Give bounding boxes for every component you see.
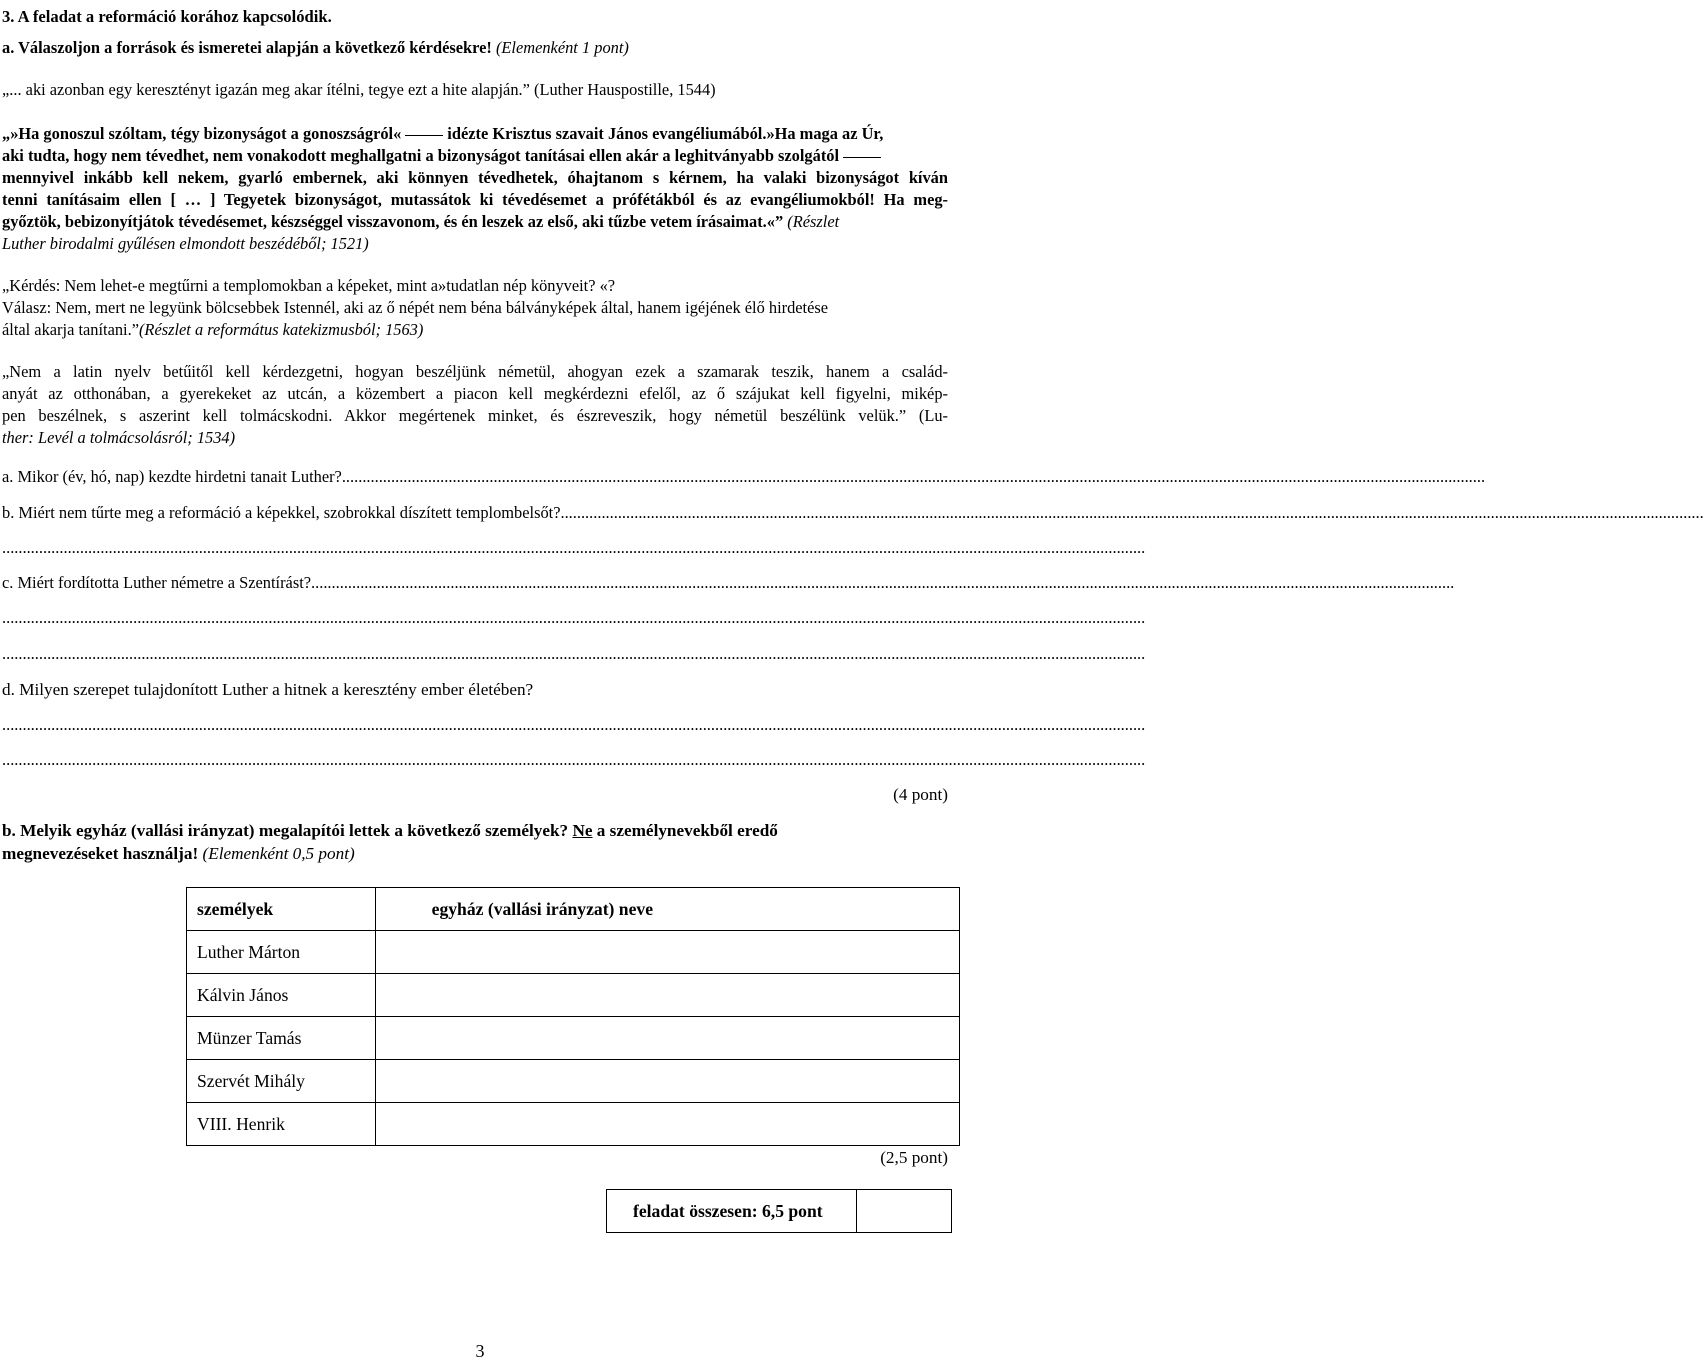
table-row bbox=[187, 931, 960, 974]
question-a-text: a. Mikor (év, hó, nap) kezdte hirdetni tanait Luther? bbox=[2, 467, 342, 486]
persons-table bbox=[186, 887, 960, 1146]
table-row bbox=[187, 1103, 960, 1146]
em-dash bbox=[405, 135, 443, 136]
task-b-points-note: (Elemenként 0,5 pont) bbox=[202, 844, 355, 863]
table-row bbox=[187, 1060, 960, 1103]
source-1 bbox=[2, 79, 948, 101]
task-a-points-note: (Elemenként 1 pont) bbox=[495, 38, 629, 57]
source-1-citation: (Luther Hauspostille, 1544) bbox=[534, 80, 716, 99]
source-2-citation-start: (Részlet bbox=[787, 212, 840, 231]
answer-line[interactable]: ....................................................................................................................................................................................................................................................................................... bbox=[2, 608, 1146, 627]
page-number: 3 bbox=[475, 1341, 485, 1361]
header-persons: személyek bbox=[187, 888, 376, 931]
total-score-box bbox=[606, 1189, 952, 1233]
church-answer-cell[interactable] bbox=[375, 1103, 959, 1146]
church-answer-cell[interactable] bbox=[375, 1017, 959, 1060]
table-header-row bbox=[187, 888, 960, 931]
table-row bbox=[187, 1017, 960, 1060]
total-score-label: feladat összesen: 6,5 pont bbox=[607, 1190, 857, 1232]
points-b: (2,5 pont) bbox=[880, 1148, 948, 1167]
task-b-negation: Ne bbox=[572, 821, 593, 840]
question-c bbox=[2, 572, 1455, 594]
task-b-line-1 bbox=[2, 820, 948, 842]
question-c-text: c. Miért fordította Luther németre a Szentírást? bbox=[2, 573, 312, 592]
table-row bbox=[187, 974, 960, 1017]
church-answer-cell[interactable] bbox=[375, 1060, 959, 1103]
question-d: d. Milyen szerepet tulajdonított Luther a hitnek a keresztény ember életében? bbox=[2, 680, 534, 699]
source-4-citation: ther: Levél a tolmácsolásról; 1534) bbox=[2, 428, 236, 447]
answer-line[interactable]: ....................................................................................................................................................................................................................................................................................... bbox=[311, 573, 1455, 592]
header-church: egyház (vallási irányzat) neve bbox=[375, 888, 959, 931]
question-b-text: b. Miért nem tűrte meg a reformáció a képekkel, szobrokkal díszített templombelsőt? bbox=[2, 503, 561, 522]
church-answer-cell[interactable] bbox=[375, 931, 959, 974]
task-b-question: b. Melyik egyház (vallási irányzat) megalapítói lettek a következő személyek? bbox=[2, 821, 569, 840]
source-3-answer-end: által akarja tanítani.” bbox=[2, 320, 139, 339]
source-3-question: „Kérdés: Nem lehet-e megtűrni a templomokban a képeket, mint a»tudatlan nép könyveit? «? bbox=[2, 276, 616, 295]
task-b-line-2 bbox=[2, 843, 948, 865]
answer-line[interactable]: ....................................................................................................................................................................................................................................................................................... bbox=[2, 715, 1146, 734]
source-3-answer-line-1: Válasz: Nem, mert ne legyünk bölcsebbek Istennél, aki az ő népét nem béna bálványképek által, hanem igéjének élő hirdetése bbox=[2, 298, 829, 317]
person-name: VIII. Henrik bbox=[187, 1103, 376, 1146]
total-score-field[interactable] bbox=[857, 1190, 951, 1232]
source-4-line-2: anyát az otthonában, a gyerekeket az utcán, a közembert a piacon kell megkérdezni efelől, az ő szájukat kell figyelni, mikép- bbox=[2, 384, 948, 403]
question-b bbox=[2, 502, 1704, 524]
source-3-citation: (Részlet a református katekizmusból; 1563) bbox=[138, 320, 424, 339]
source-1-quote: „... aki azonban egy keresztényt igazán meg akar ítélni, tegye ezt a hite alapján.” bbox=[2, 80, 530, 99]
question-a bbox=[2, 466, 1486, 488]
source-2-text: aki tudta, hogy nem tévedhet, nem vonakodott meghallgatni a bizonyságot tanításai ellen akár a leghitványabb szolgától bbox=[2, 146, 840, 165]
source-2-quote-cont: idézte Krisztus szavait János evangéliumából.»Ha maga az Úr, bbox=[447, 124, 884, 143]
answer-line[interactable]: ....................................................................................................................................................................................................................................................................................... bbox=[2, 644, 1146, 663]
source-2-line-1 bbox=[2, 123, 948, 145]
task-b-instruction-end: megnevezéseket használja! bbox=[2, 844, 199, 863]
source-4-line-3: pen beszélnek, s aszerint kell tolmácskodni. Akkor megértenek minket, és észreveszik, hogy németül beszélünk velük.” (Lu- bbox=[2, 406, 948, 425]
source-3-answer-line-2 bbox=[2, 319, 948, 341]
answer-line[interactable]: ....................................................................................................................................................................................................................................................................................... bbox=[2, 538, 1146, 557]
task-a-label: a. Válaszoljon a források és ismeretei alapján a következő kérdésekre! bbox=[2, 38, 492, 57]
source-2-line-3: mennyivel inkább kell nekem, gyarló embernek, aki könnyen tévedhetek, óhajtanom s kérnem, ha valaki bizonyságot kíván bbox=[2, 168, 948, 187]
points-a: (4 pont) bbox=[893, 785, 948, 804]
task-b-instruction: a személynevekből eredő bbox=[596, 821, 778, 840]
answer-line[interactable]: ....................................................................................................................................................................................................................................................................................... bbox=[560, 503, 1704, 522]
source-2-line-4: tenni tanításaim ellen [ … ] Tegyetek bizonyságot, mutassátok ki tévedésemet a prófétákból és az evangéliumokból! Ha meg- bbox=[2, 190, 948, 209]
source-2-line-2 bbox=[2, 145, 948, 167]
em-dash bbox=[843, 157, 881, 158]
church-answer-cell[interactable] bbox=[375, 974, 959, 1017]
source-2-line-5 bbox=[2, 211, 948, 233]
person-name: Luther Márton bbox=[187, 931, 376, 974]
source-2-citation: Luther birodalmi gyűlésen elmondott beszédéből; 1521) bbox=[2, 234, 369, 253]
task-heading: 3. A feladat a reformáció korához kapcsolódik. bbox=[2, 7, 332, 26]
source-2-quote-end: győztök, bebizonyítjátok tévedésemet, készséggel visszavonom, és én leszek az első, aki tűzbe vetem írásaimat.«” bbox=[2, 212, 784, 231]
person-name: Münzer Tamás bbox=[187, 1017, 376, 1060]
person-name: Szervét Mihály bbox=[187, 1060, 376, 1103]
task-a-instruction bbox=[2, 37, 948, 59]
source-2-quote-start: „»Ha gonoszul szóltam, tégy bizonyságot a gonoszságról« bbox=[2, 124, 402, 143]
source-4-line-1: „Nem a latin nyelv betűitől kell kérdezgetni, hogyan beszéljünk németül, ahogyan ezek a szamarak teszik, hanem a család- bbox=[2, 362, 948, 381]
person-name: Kálvin János bbox=[187, 974, 376, 1017]
answer-line[interactable]: ....................................................................................................................................................................................................................................................................................... bbox=[2, 750, 1146, 769]
answer-line[interactable]: ....................................................................................................................................................................................................................................................................................... bbox=[341, 467, 1486, 486]
